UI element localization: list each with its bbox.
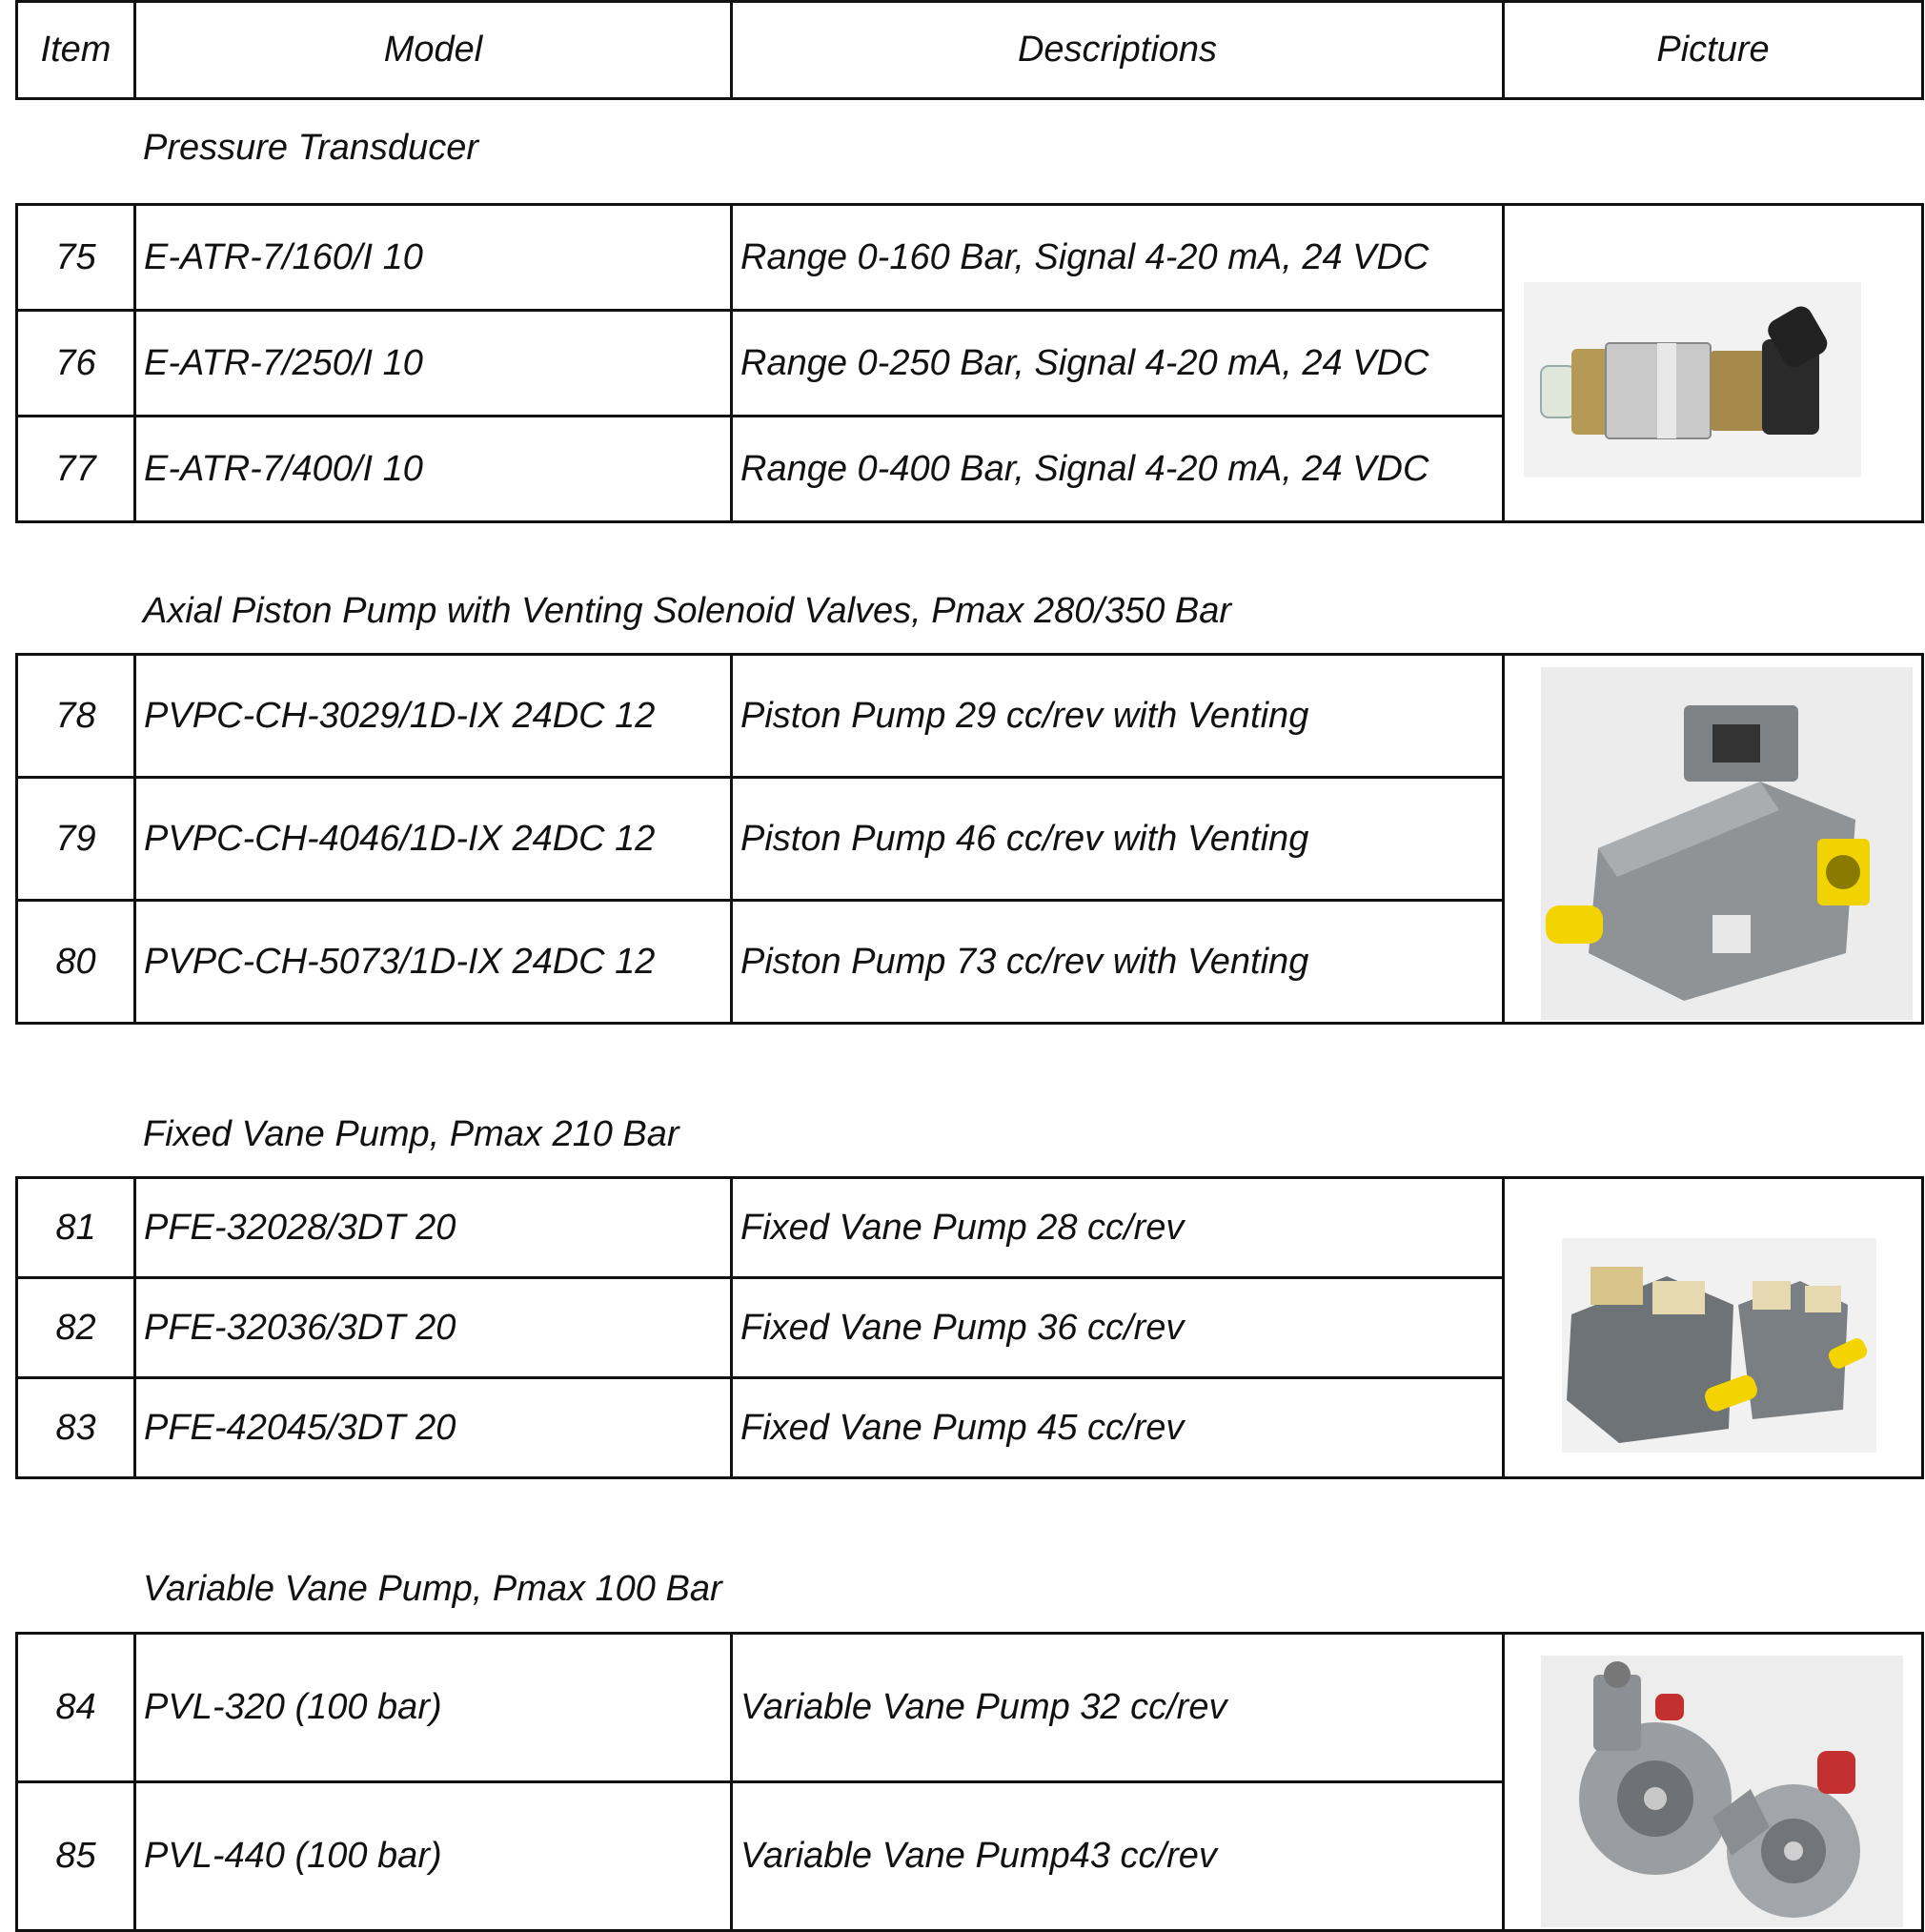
description-cell: Fixed Vane Pump 28 cc/rev: [732, 1178, 1504, 1278]
model-cell: PVL-440 (100 bar): [135, 1782, 732, 1931]
section-title-fixed-vane-pump: Fixed Vane Pump, Pmax 210 Bar: [143, 1114, 679, 1154]
description-cell: Piston Pump 29 cc/rev with Venting: [732, 655, 1504, 778]
section-table-fixed-vane-pump: [15, 1176, 1924, 1479]
item-number: 76: [17, 311, 135, 417]
table-row: [17, 655, 1923, 778]
model-cell: E-ATR-7/250/I 10: [135, 311, 732, 417]
item-number: 83: [17, 1378, 135, 1478]
piston-pump-photo: [1541, 667, 1913, 1020]
item-number: 81: [17, 1178, 135, 1278]
header-table: [15, 0, 1924, 100]
section-table-axial-piston-pump: [15, 653, 1924, 1025]
model-cell: E-ATR-7/400/I 10: [135, 417, 732, 522]
picture-cell: [1504, 655, 1923, 1024]
model-cell: PVPC-CH-5073/1D-IX 24DC 12: [135, 901, 732, 1024]
model-cell: PFE-42045/3DT 20: [135, 1378, 732, 1478]
item-number: 85: [17, 1782, 135, 1931]
description-cell: Fixed Vane Pump 45 cc/rev: [732, 1378, 1504, 1478]
pressure-transducer-photo: [1524, 282, 1861, 478]
item-number: 77: [17, 417, 135, 522]
picture-cell: [1504, 1634, 1923, 1931]
section-title-variable-vane-pump: Variable Vane Pump, Pmax 100 Bar: [143, 1569, 722, 1609]
variable-vane-pump-photo: [1541, 1656, 1903, 1927]
picture-cell: [1504, 205, 1923, 522]
description-cell: Fixed Vane Pump 36 cc/rev: [732, 1278, 1504, 1378]
item-number: 75: [17, 205, 135, 311]
header-model: Model: [135, 2, 732, 99]
description-cell: Piston Pump 73 cc/rev with Venting: [732, 901, 1504, 1024]
model-cell: PFE-32028/3DT 20: [135, 1178, 732, 1278]
item-number: 80: [17, 901, 135, 1024]
description-cell: Variable Vane Pump 32 cc/rev: [732, 1634, 1504, 1782]
description-cell: Piston Pump 46 cc/rev with Venting: [732, 778, 1504, 901]
header-item: Item: [17, 2, 135, 99]
header-descriptions: Descriptions: [732, 2, 1504, 99]
section-table-variable-vane-pump: [15, 1632, 1924, 1932]
section-table-pressure-transducer: [15, 203, 1924, 523]
model-cell: PVPC-CH-3029/1D-IX 24DC 12: [135, 655, 732, 778]
table-row: [17, 205, 1923, 311]
model-cell: PVPC-CH-4046/1D-IX 24DC 12: [135, 778, 732, 901]
item-number: 78: [17, 655, 135, 778]
picture-cell: [1504, 1178, 1923, 1478]
description-cell: Range 0-400 Bar, Signal 4-20 mA, 24 VDC: [732, 417, 1504, 522]
description-cell: Variable Vane Pump43 cc/rev: [732, 1782, 1504, 1931]
item-number: 84: [17, 1634, 135, 1782]
section-title-axial-piston-pump: Axial Piston Pump with Venting Solenoid Valves, Pmax 280/350 Bar: [143, 591, 1232, 631]
description-cell: Range 0-250 Bar, Signal 4-20 mA, 24 VDC: [732, 311, 1504, 417]
model-cell: E-ATR-7/160/I 10: [135, 205, 732, 311]
item-number: 79: [17, 778, 135, 901]
model-cell: PVL-320 (100 bar): [135, 1634, 732, 1782]
table-row: [17, 1634, 1923, 1782]
model-cell: PFE-32036/3DT 20: [135, 1278, 732, 1378]
header-picture: Picture: [1504, 2, 1923, 99]
description-cell: Range 0-160 Bar, Signal 4-20 mA, 24 VDC: [732, 205, 1504, 311]
table-row: [17, 1178, 1923, 1278]
item-number: 82: [17, 1278, 135, 1378]
section-title-pressure-transducer: Pressure Transducer: [143, 128, 478, 168]
fixed-vane-pump-photo: [1562, 1238, 1876, 1453]
header-row: [17, 2, 1923, 99]
